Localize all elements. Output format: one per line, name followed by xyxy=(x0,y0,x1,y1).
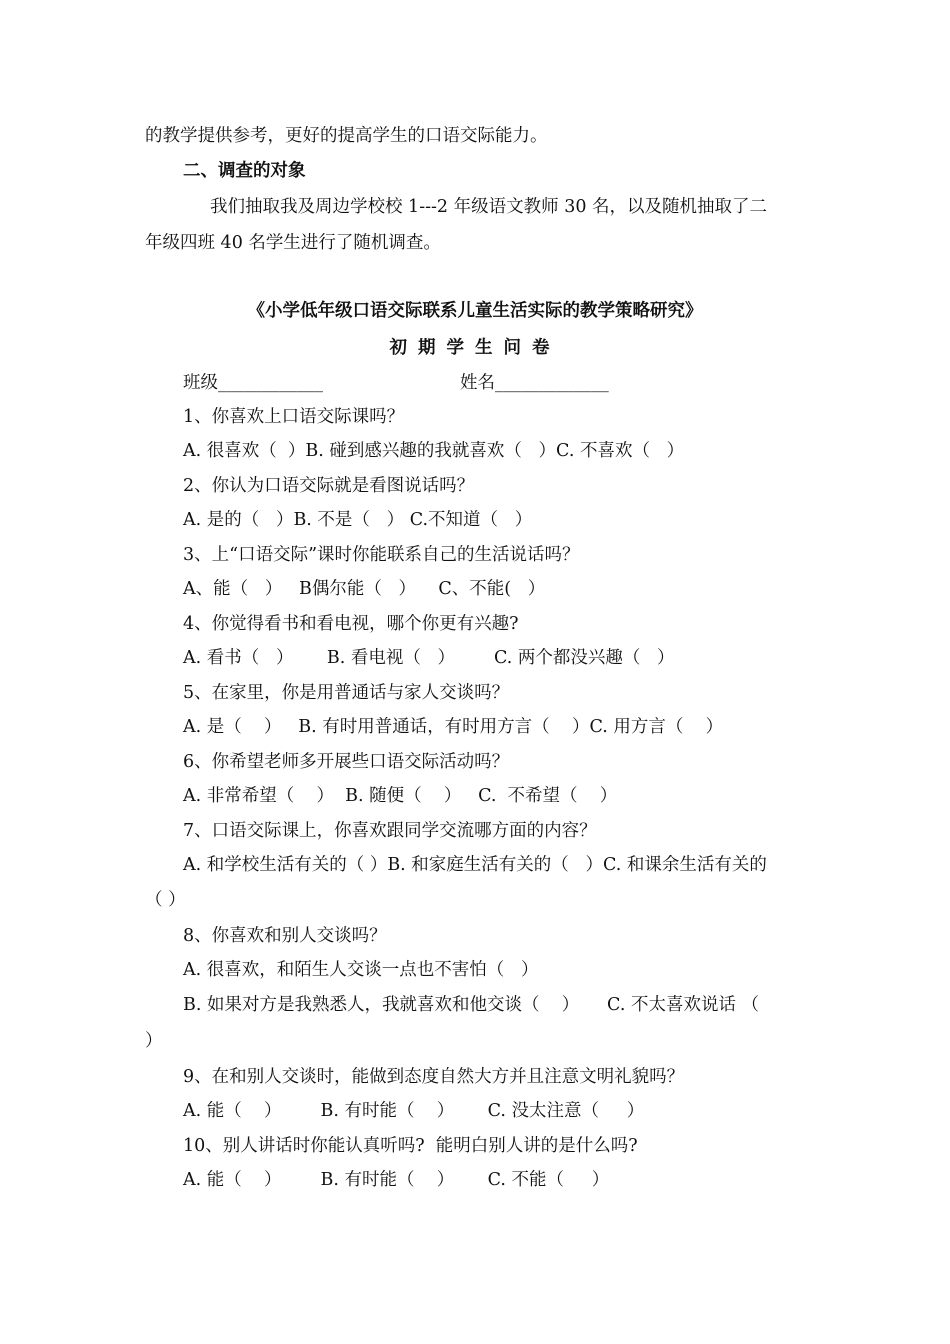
survey-subtitle: 初期学生问卷 xyxy=(389,338,561,358)
question-2-options: A. 是的（ ）B. 不是（ ） C.不知道（ ） xyxy=(183,510,533,530)
question-3: 3、上“口语交际”课时你能联系自己的生活说话吗？ xyxy=(183,545,580,565)
section-heading: 二、调查的对象 xyxy=(183,161,306,181)
question-4: 4、你觉得看书和看电视，哪个你更有兴趣? xyxy=(183,614,519,634)
question-9: 9、在和别人交谈时，能做到态度自然大方并且注意文明礼貌吗？ xyxy=(183,1067,685,1087)
class-field-label: 班级____________ xyxy=(183,373,323,393)
question-10: 10、别人讲话时你能认真听吗? 能明白别人讲的是什么吗? xyxy=(183,1136,638,1156)
question-6-options: A. 非常希望（ ） B. 随便（ ） C. 不希望（ ） xyxy=(183,786,618,806)
question-6: 6、你希望老师多开展些口语交际活动吗？ xyxy=(183,752,510,772)
question-9-options: A. 能（ ） B. 有时能（ ） C. 没太注意（ ） xyxy=(183,1101,645,1121)
question-10-options: A. 能（ ） B. 有时能（ ） C. 不能（ ） xyxy=(183,1170,610,1190)
question-3-options: A、能（ ） B偶尔能（ ） C、不能( ） xyxy=(183,579,546,599)
question-8: 8、你喜欢和别人交谈吗？ xyxy=(183,926,387,946)
intro-paragraph-line-1: 我们抽取我及周边学校校 1---2 年级语文教师 30 名，以及随机抽取了二 xyxy=(210,197,768,217)
question-1: 1、你喜欢上口语交际课吗？ xyxy=(183,407,405,427)
question-8-options-wrap: ） xyxy=(145,1031,163,1051)
intro-paragraph-line-2: 年级四班 40 名学生进行了随机调查。 xyxy=(145,233,441,253)
question-1-options: A. 很喜欢（ ）B. 碰到感兴趣的我就喜欢（ ）C. 不喜欢（ ） xyxy=(183,441,685,461)
question-8-option-b-c: B. 如果对方是我熟悉人，我就喜欢和他交谈（ ） C. 不太喜欢说话 （ xyxy=(183,995,760,1015)
question-7-options-wrap: （ ） xyxy=(145,890,186,910)
question-2: 2、你认为口语交际就是看图说话吗？ xyxy=(183,476,475,496)
name-field-label: 姓名_____________ xyxy=(460,373,609,393)
question-5-options: A. 是（ ） B. 有时用普通话，有时用方言（ ）C. 用方言（ ） xyxy=(183,717,724,737)
question-7-options: A. 和学校生活有关的（ ）B. 和家庭生活有关的（ ）C. 和课余生活有关的 xyxy=(183,855,767,875)
survey-title: 《小学低年级口语交际联系儿童生活实际的教学策略研究》 xyxy=(247,301,703,321)
question-7: 7、口语交际课上，你喜欢跟同学交流哪方面的内容？ xyxy=(183,821,597,841)
question-5: 5、在家里，你是用普通话与家人交谈吗？ xyxy=(183,683,510,703)
question-8-option-a: A. 很喜欢，和陌生人交谈一点也不害怕（ ） xyxy=(183,960,539,980)
question-4-options: A. 看书（ ） B. 看电视（ ） C. 两个都没兴趣（ ） xyxy=(183,648,675,668)
intro-carry-line: 的教学提供参考，更好的提高学生的口语交际能力。 xyxy=(145,126,548,146)
